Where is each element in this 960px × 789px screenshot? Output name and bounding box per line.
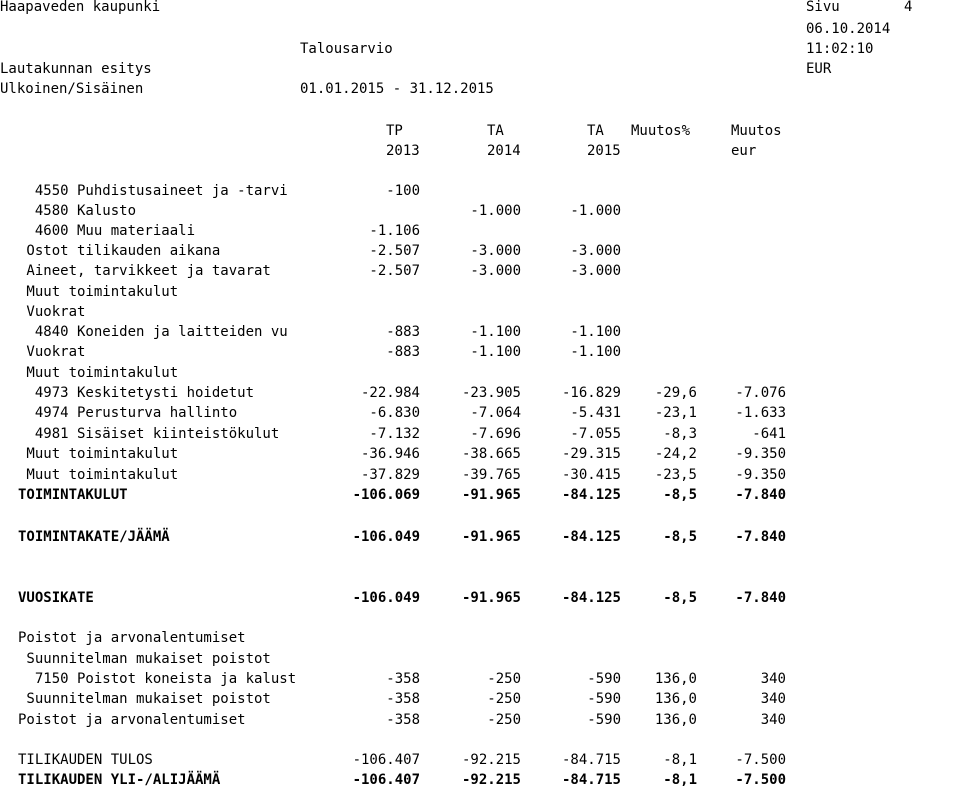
page-number: 4 — [904, 0, 913, 15]
table-row — [0, 690, 960, 708]
row-value-col2: -250 — [487, 671, 521, 687]
row-label: Suunnitelman mukaiset poistot — [18, 691, 271, 707]
row-value-col1: -883 — [386, 324, 420, 340]
row-value-col5: -7.500 — [735, 772, 786, 788]
row-value-col3: -3.000 — [570, 263, 621, 279]
row-value-col5: -641 — [752, 426, 786, 442]
row-value-col5: -7.840 — [735, 590, 786, 606]
row-value-col4: -29,6 — [654, 385, 697, 401]
row-value-col2: -250 — [487, 712, 521, 728]
org-name: Haapaveden kaupunki — [0, 0, 161, 15]
row-value-col3: -1.100 — [570, 324, 621, 340]
row-label: Vuokrat — [18, 344, 86, 360]
table-row — [0, 323, 960, 341]
table-row — [0, 771, 960, 789]
table-row — [0, 364, 960, 382]
row-value-col1: -358 — [386, 691, 420, 707]
row-value-col1: -100 — [386, 183, 420, 199]
table-row — [0, 466, 960, 484]
report-date: 06.10.2014 — [806, 21, 891, 37]
row-value-col5: -7.500 — [735, 752, 786, 768]
row-value-col4: -8,1 — [663, 752, 697, 768]
col-tp-2013-year: 2013 — [386, 143, 420, 159]
col-tp-2013-header: TP — [386, 123, 403, 139]
table-row — [0, 222, 960, 240]
row-value-col5: -7.840 — [735, 487, 786, 503]
col-ta-2014-header: TA — [487, 123, 504, 139]
row-value-col4: -23,1 — [654, 405, 697, 421]
row-label: Poistot ja arvonalentumiset — [18, 712, 246, 728]
row-value-col2: -3.000 — [470, 243, 521, 259]
row-value-col3: -84.715 — [561, 752, 621, 768]
row-value-col4: -8,1 — [663, 772, 697, 788]
row-value-col2: -23.905 — [461, 385, 521, 401]
row-value-col3: -590 — [587, 712, 621, 728]
table-row — [0, 262, 960, 280]
row-value-col1: -106.069 — [352, 487, 420, 503]
row-label: Muut toimintakulut — [18, 284, 179, 300]
table-row — [0, 528, 960, 546]
table-row — [0, 384, 960, 402]
row-value-col1: -358 — [386, 671, 420, 687]
table-row — [0, 751, 960, 769]
report-scope: Ulkoinen/Sisäinen — [0, 81, 144, 97]
row-value-col1: -37.829 — [360, 467, 420, 483]
table-row — [0, 711, 960, 729]
row-value-col2: -1.000 — [470, 203, 521, 219]
col-ta-2015-header: TA — [587, 123, 604, 139]
row-value-col1: -36.946 — [360, 446, 420, 462]
row-label: Aineet, tarvikkeet ja tavarat — [18, 263, 271, 279]
col-ta-2014-year: 2014 — [487, 143, 521, 159]
row-label: 7150 Poistot koneista ja kalust — [18, 671, 297, 687]
row-value-col5: -7.076 — [735, 385, 786, 401]
table-row — [0, 283, 960, 301]
row-label: 4580 Kalusto — [18, 203, 137, 219]
row-value-col3: -5.431 — [570, 405, 621, 421]
row-label: VUOSIKATE — [18, 590, 94, 606]
row-label: Muut toimintakulut — [18, 467, 179, 483]
row-value-col5: -9.350 — [735, 446, 786, 462]
col-change-pct-header: Muutos% — [631, 123, 691, 139]
table-row — [0, 445, 960, 463]
row-value-col2: -92.215 — [461, 752, 521, 768]
report-period: 01.01.2015 - 31.12.2015 — [300, 81, 494, 97]
row-label: 4550 Puhdistusaineet ja -tarvi — [18, 183, 288, 199]
row-label: 4974 Perusturva hallinto — [18, 405, 238, 421]
row-label: Muut toimintakulut — [18, 446, 179, 462]
row-value-col2: -7.064 — [470, 405, 521, 421]
row-value-col2: -92.215 — [461, 772, 521, 788]
row-value-col3: -7.055 — [570, 426, 621, 442]
row-label: Poistot ja arvonalentumiset — [18, 630, 246, 646]
row-value-col2: -39.765 — [461, 467, 521, 483]
row-value-col1: -358 — [386, 712, 420, 728]
row-value-col5: -7.840 — [735, 529, 786, 545]
currency: EUR — [806, 61, 832, 77]
table-row — [0, 650, 960, 668]
table-row — [0, 303, 960, 321]
row-label: 4840 Koneiden ja laitteiden vu — [18, 324, 288, 340]
table-row — [0, 182, 960, 200]
row-label: TOIMINTAKATE/JÄÄMÄ — [18, 529, 170, 545]
row-value-col4: -24,2 — [654, 446, 697, 462]
row-value-col1: -6.830 — [369, 405, 420, 421]
row-value-col2: -91.965 — [461, 590, 521, 606]
row-value-col4: -8,3 — [663, 426, 697, 442]
row-value-col3: -16.829 — [561, 385, 621, 401]
row-value-col4: -8,5 — [663, 590, 697, 606]
row-value-col4: 136,0 — [654, 671, 697, 687]
row-value-col2: -38.665 — [461, 446, 521, 462]
row-value-col3: -29.315 — [561, 446, 621, 462]
page-label: Sivu — [806, 0, 840, 15]
row-value-col2: -1.100 — [470, 324, 521, 340]
table-row — [0, 343, 960, 361]
col-ta-2015-year: 2015 — [587, 143, 621, 159]
row-value-col1: -883 — [386, 344, 420, 360]
row-value-col3: -30.415 — [561, 467, 621, 483]
row-value-col1: -7.132 — [369, 426, 420, 442]
table-row — [0, 670, 960, 688]
row-value-col1: -1.106 — [369, 223, 420, 239]
table-row — [0, 425, 960, 443]
row-value-col5: -1.633 — [735, 405, 786, 421]
row-value-col3: -3.000 — [570, 243, 621, 259]
row-value-col4: 136,0 — [654, 691, 697, 707]
row-value-col3: -590 — [587, 691, 621, 707]
col-change-eur-sub: eur — [731, 143, 757, 159]
report-time: 11:02:10 — [806, 41, 874, 57]
table-row — [0, 589, 960, 607]
row-value-col2: -7.696 — [470, 426, 521, 442]
row-label: Vuokrat — [18, 304, 86, 320]
row-value-col2: -1.100 — [470, 344, 521, 360]
table-row — [0, 202, 960, 220]
row-label: Ostot tilikauden aikana — [18, 243, 221, 259]
row-value-col1: -106.407 — [352, 772, 420, 788]
row-value-col1: -106.049 — [352, 590, 420, 606]
table-row — [0, 404, 960, 422]
row-value-col2: -250 — [487, 691, 521, 707]
row-label: TILIKAUDEN TULOS — [18, 752, 153, 768]
col-change-eur-header: Muutos — [731, 123, 782, 139]
report-subtitle: Lautakunnan esitys — [0, 61, 152, 77]
row-value-col3: -1.000 — [570, 203, 621, 219]
row-value-col1: -2.507 — [369, 243, 420, 259]
row-label: Suunnitelman mukaiset poistot — [18, 651, 271, 667]
row-label: 4981 Sisäiset kiinteistökulut — [18, 426, 280, 442]
row-value-col4: -23,5 — [654, 467, 697, 483]
row-value-col5: 340 — [760, 712, 786, 728]
row-value-col3: -590 — [587, 671, 621, 687]
row-value-col4: -8,5 — [663, 487, 697, 503]
row-value-col3: -84.125 — [561, 529, 621, 545]
row-label: TOIMINTAKULUT — [18, 487, 128, 503]
row-value-col1: -106.049 — [352, 529, 420, 545]
row-label: TILIKAUDEN YLI-/ALIJÄÄMÄ — [18, 772, 221, 788]
row-label: 4600 Muu materiaali — [18, 223, 196, 239]
row-value-col3: -84.125 — [561, 590, 621, 606]
row-value-col5: 340 — [760, 671, 786, 687]
row-value-col3: -1.100 — [570, 344, 621, 360]
row-value-col2: -91.965 — [461, 529, 521, 545]
row-value-col2: -91.965 — [461, 487, 521, 503]
row-value-col1: -106.407 — [352, 752, 420, 768]
table-row — [0, 629, 960, 647]
table-row — [0, 242, 960, 260]
row-value-col4: -8,5 — [663, 529, 697, 545]
row-value-col5: 340 — [760, 691, 786, 707]
row-label: Muut toimintakulut — [18, 365, 179, 381]
row-value-col3: -84.125 — [561, 487, 621, 503]
row-value-col1: -22.984 — [360, 385, 420, 401]
row-value-col4: 136,0 — [654, 712, 697, 728]
row-value-col3: -84.715 — [561, 772, 621, 788]
table-row — [0, 486, 960, 504]
row-value-col2: -3.000 — [470, 263, 521, 279]
row-label: 4973 Keskitetysti hoidetut — [18, 385, 255, 401]
row-value-col1: -2.507 — [369, 263, 420, 279]
report-title: Talousarvio — [300, 41, 393, 57]
row-value-col5: -9.350 — [735, 467, 786, 483]
